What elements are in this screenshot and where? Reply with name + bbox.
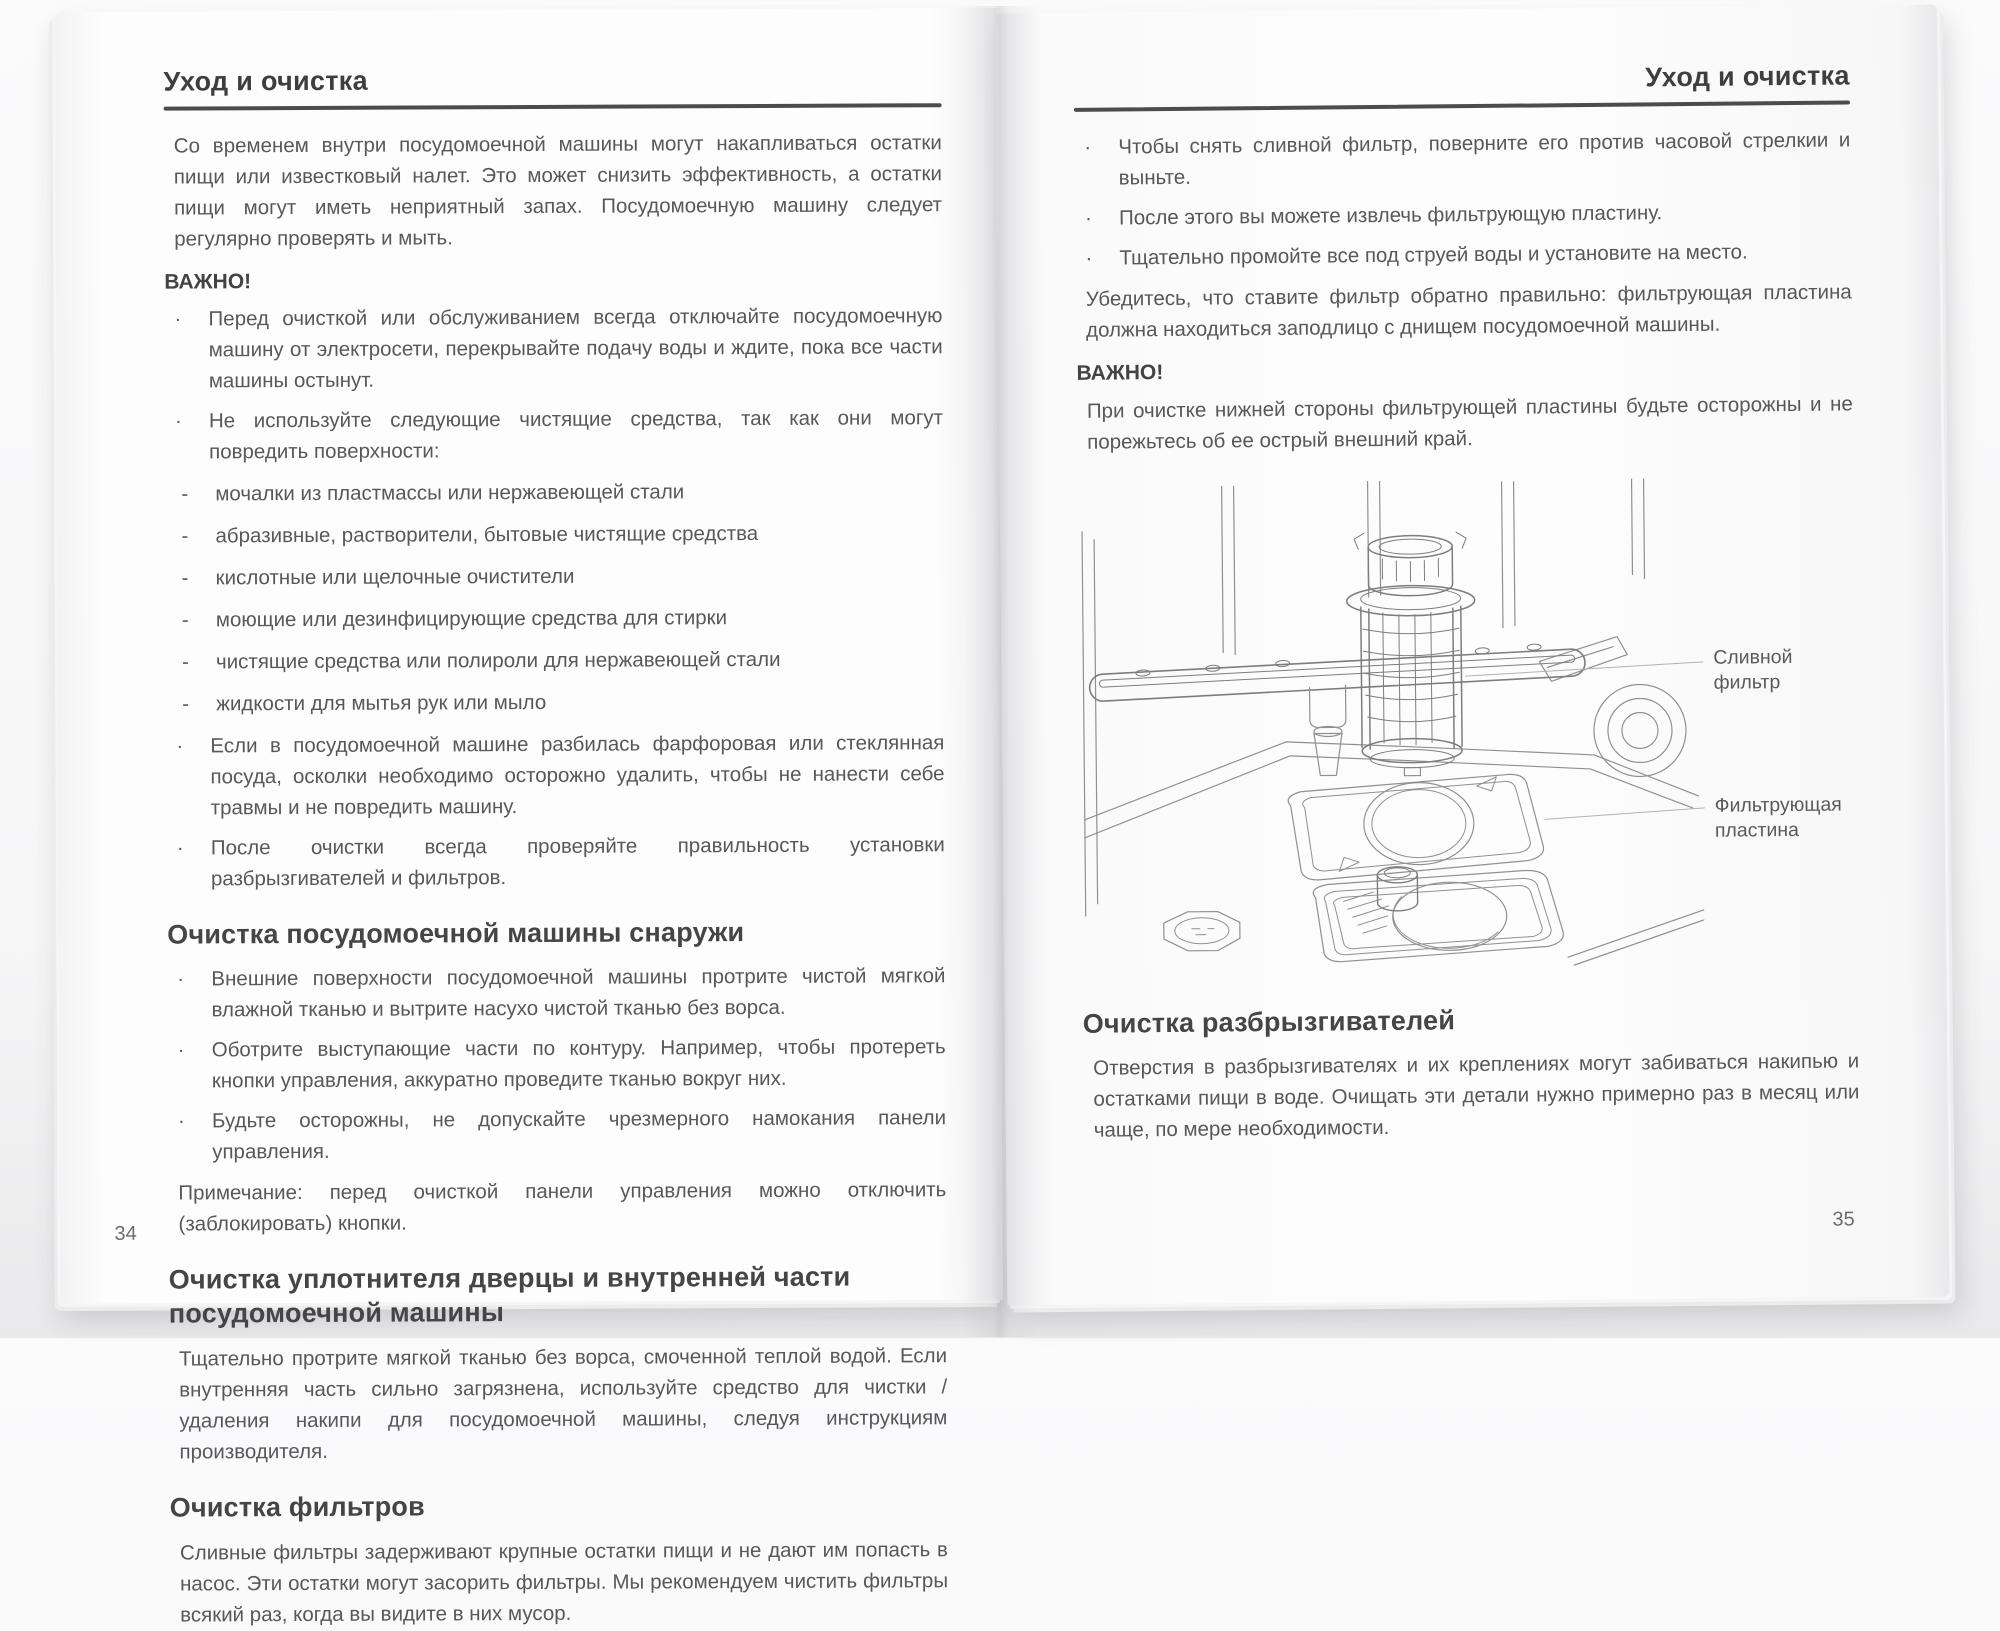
header-rule — [164, 103, 942, 110]
dash-marker: - — [182, 692, 190, 716]
bullet-item — [1075, 235, 1851, 273]
dash-marker: - — [181, 524, 189, 548]
dash-marker: - — [181, 650, 189, 674]
paragraph: Отверстия в разбрызгивателях и их креплениях могут забиваться накипью и остатками пищи в воде. Очищать эти детали нужно примерно раз в месяц или чаще, по мере необходимости. — [1093, 1049, 1860, 1143]
bullet-marker: · — [174, 307, 182, 331]
bullet-marker: · — [177, 967, 185, 991]
page-header: Уход и очистка — [1645, 60, 1850, 93]
dishwasher-interior-diagram — [1078, 476, 1859, 983]
list-item-text: Перед очисткой или обслуживанием всегда отключайте посудомоечную машину от электросети, перекрывайте подачу воды и ждите, пока все части машины остынут. — [208, 303, 943, 393]
bullet-marker: · — [1085, 246, 1093, 270]
dash-item — [165, 517, 943, 551]
list-item-text: Будьте осторожны, не допускайте чрезмерного намокания панели управления. — [211, 1106, 947, 1164]
paragraph: Сливные фильтры задерживают крупные остатки пищи и не дают им попасть в насос. Эти остатки могут засорить фильтры. Мы рекомендуем чистить фильтры всякий раз, когда вы видите в них мусор. — [179, 1537, 949, 1627]
page-number: 34 — [114, 1222, 137, 1245]
technical-drawing — [1072, 478, 1707, 979]
dash-marker: - — [181, 482, 189, 506]
page-right — [995, 5, 1949, 1306]
bullet-item — [1074, 124, 1851, 193]
list-item-text: Не используйте следующие чистящие средства, так как они могут повредить поверхности: — [208, 405, 944, 464]
paragraph: Тщательно протрите мягкой тканью без ворса, смоченной теплой водой. Если внутренняя часть сильно загрязнена, используйте средство для чистки / удаления накипи для посудомоечной машины, следуя инструкциям производителя. — [179, 1344, 948, 1464]
list-item-text: Внешние поверхности посудомоечной машины протрите чистой мягкой влажной тканью и вытрите насухо чистой тканью без ворса. — [211, 964, 946, 1022]
bullet-item — [168, 1103, 946, 1168]
list-item-text: Оботрите выступающие части по контуру. Например, чтобы протереть кнопки управления, аккуратно проведите тканью вокруг них. — [211, 1035, 946, 1093]
bullet-marker: · — [176, 734, 184, 758]
page-number: 35 — [1832, 1208, 1855, 1231]
list-item-text: моющие или дезинфицирующие средства для стирки — [215, 605, 728, 632]
list-item-text: жидкости для мытья рук или мыло — [216, 690, 547, 716]
bullet-item — [164, 300, 942, 396]
dash-item — [166, 559, 944, 593]
bullet-marker: · — [177, 1109, 185, 1133]
bullet-marker: · — [176, 836, 184, 860]
page-left-content — [163, 64, 949, 1627]
important-label: ВАЖНО! — [164, 269, 252, 294]
important-label: ВАЖНО! — [1076, 360, 1164, 385]
list-item-text: После этого вы можете извлечь фильтрующую пластину. — [1118, 200, 1663, 230]
bullet-item — [168, 1032, 946, 1097]
section-heading: Очистка уплотнителя дверцы и внутренней части посудомоечной машины — [168, 1262, 851, 1329]
book-spread — [58, 10, 1942, 1627]
paragraph: Убедитесь, что ставите фильтр обратно правильно: фильтрующая пластина должна находиться заподлицо с днищем посудомоечной машины. — [1085, 280, 1852, 342]
dash-marker: - — [181, 608, 189, 632]
page-body-bottom — [1083, 1000, 1860, 1146]
section-heading: Очистка посудомоечной машины снаружи — [167, 916, 745, 950]
diagram-label-filter-plate: Фильтрующая пластина — [1714, 793, 1842, 842]
paragraph: Примечание: перед очисткой панели управления можно отключить (заблокировать) кнопки. — [178, 1178, 947, 1236]
list-item-text: кислотные или щелочные очистители — [215, 564, 575, 590]
page-header: Уход и очистка — [163, 65, 368, 97]
bullet-marker: · — [1084, 206, 1092, 230]
dash-item — [166, 601, 944, 635]
bullet-marker: · — [1084, 135, 1092, 159]
paragraph: Со временем внутри посудомоечной машины могут накапливаться остатки пищи или известковый налет. Это может снизить эффективность, а остатки пищи могут иметь неприятный запах. Посудомоечную машину следует регулярно проверять и мыть. — [173, 130, 943, 251]
list-item-text: Тщательно промойте все под струей воды и установите на место. — [1119, 240, 1748, 270]
bullet-marker: · — [174, 409, 182, 433]
header-rule — [1074, 100, 1850, 111]
dash-item — [166, 643, 944, 677]
bullet-item — [1075, 195, 1851, 233]
list-item-text: Чтобы снять сливной фильтр, поверните его против часовой стрелкии и выньте. — [1118, 128, 1851, 190]
list-item-text: абразивные, растворители, бытовые чистящие средства — [215, 521, 759, 548]
list-item-text: После очистки всегда проверяйте правильность установки разбрызгивателей и фильтров. — [210, 832, 945, 891]
page-body-top — [1074, 124, 1853, 457]
section-heading: Очистка фильтров — [169, 1491, 425, 1523]
bullet-item — [166, 727, 944, 823]
bullet-item — [167, 961, 945, 1026]
list-item-text: мочалки из пластмассы или нержавеющей стали — [215, 480, 685, 506]
paragraph: При очистке нижней стороны фильтрующей пластины будьте осторожны и не порежьтесь об ее острый внешний край. — [1086, 392, 1853, 454]
page-left — [55, 8, 1003, 1627]
dash-item — [165, 475, 943, 509]
page-body — [164, 127, 949, 1630]
bullet-item — [167, 829, 945, 894]
diagram-label-drain-filter: Сливной фильтр — [1713, 645, 1793, 694]
bullet-item — [165, 402, 943, 467]
bullet-marker: · — [177, 1038, 185, 1062]
list-item-text: чистящие средства или полироли для нержавеющей стали — [215, 647, 781, 674]
list-item-text: Если в посудомоечной машине разбилась фарфоровая или стеклянная посуда, осколки необходимо осторожно удалить, чтобы не нанести себе травмы и не повредить машину. — [210, 730, 945, 820]
dash-item — [166, 685, 944, 719]
section-heading: Очистка разбрызгивателей — [1082, 1004, 1456, 1039]
dash-marker: - — [181, 566, 189, 590]
page-right-content — [1074, 61, 1861, 1264]
